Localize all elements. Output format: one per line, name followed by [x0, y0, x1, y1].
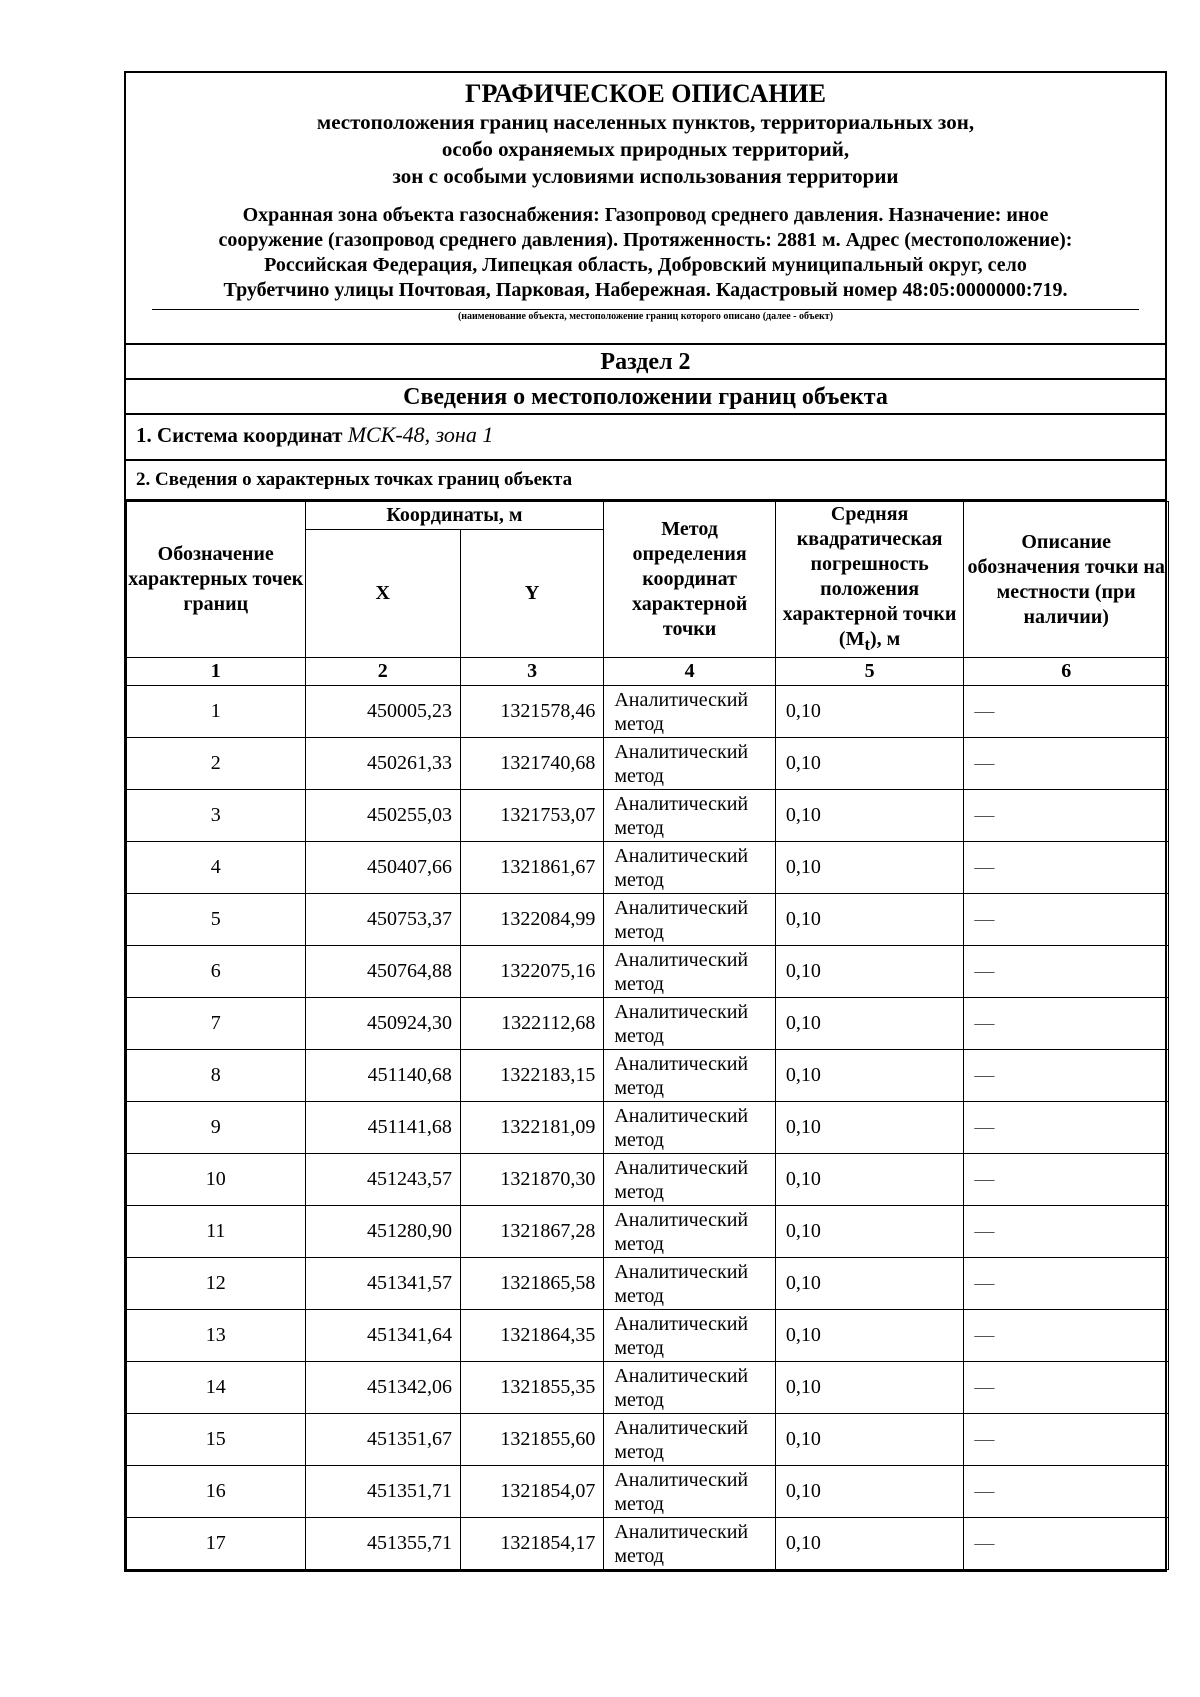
table-row: [127, 1414, 1169, 1466]
method-cell: Аналитический метод: [604, 1414, 775, 1466]
coord-y: 1321740,68: [460, 738, 603, 790]
coord-y: 1321854,17: [460, 1518, 603, 1570]
table-row: [127, 1518, 1169, 1570]
coord-x: 450924,30: [305, 998, 460, 1050]
header-method: Метод определения координат характерной точки: [604, 502, 775, 658]
coord-y: 1321855,60: [460, 1414, 603, 1466]
error-value: 0,10: [775, 738, 964, 790]
coord-y: 1321865,58: [460, 1258, 603, 1310]
description-cell: —: [964, 1466, 1169, 1518]
table-row: [127, 1206, 1169, 1258]
coord-y: 1322112,68: [460, 998, 603, 1050]
description-cell: —: [964, 790, 1169, 842]
description-cell: —: [964, 998, 1169, 1050]
coord-y: 1322084,99: [460, 894, 603, 946]
column-number: 2: [305, 658, 460, 686]
section-number: Раздел 2: [124, 343, 1167, 378]
coord-y: 1322181,09: [460, 1102, 603, 1154]
coordinate-system-label: 1. Система координат: [136, 423, 343, 447]
document-title: ГРАФИЧЕСКОЕ ОПИСАНИЕ: [465, 79, 826, 108]
coord-x: 450753,37: [305, 894, 460, 946]
error-value: 0,10: [775, 1518, 964, 1570]
column-number: 4: [604, 658, 775, 686]
error-value: 0,10: [775, 894, 964, 946]
header-y: Y: [460, 530, 603, 658]
coord-x: 450005,23: [305, 686, 460, 738]
table-row: [127, 1050, 1169, 1102]
point-number: 1: [127, 686, 306, 738]
column-number: 5: [775, 658, 964, 686]
point-number: 15: [127, 1414, 306, 1466]
point-number: 2: [127, 738, 306, 790]
table-row: [127, 1258, 1169, 1310]
header-x: X: [305, 530, 460, 658]
error-value: 0,10: [775, 842, 964, 894]
table-row: [127, 1466, 1169, 1518]
error-value: 0,10: [775, 1310, 964, 1362]
method-cell: Аналитический метод: [604, 1518, 775, 1570]
error-value: 0,10: [775, 1466, 964, 1518]
header-error: [775, 502, 964, 658]
error-value: 0,10: [775, 1414, 964, 1466]
method-cell: Аналитический метод: [604, 738, 775, 790]
coord-y: 1321861,67: [460, 842, 603, 894]
point-number: 3: [127, 790, 306, 842]
subtitle-line: особо охраняемых природных территорий,: [441, 137, 850, 161]
method-cell: Аналитический метод: [604, 998, 775, 1050]
section-title: Сведения о местоположении границ объекта: [124, 378, 1167, 413]
point-number: 10: [127, 1154, 306, 1206]
coord-x: 451351,71: [305, 1466, 460, 1518]
method-cell: Аналитический метод: [604, 1362, 775, 1414]
coord-x: 451342,06: [305, 1362, 460, 1414]
table-row: [127, 1310, 1169, 1362]
document-frame: [124, 71, 1167, 1572]
error-value: 0,10: [775, 1102, 964, 1154]
error-value: 0,10: [775, 1258, 964, 1310]
table-row: [127, 1154, 1169, 1206]
point-number: 6: [127, 946, 306, 998]
object-line: Трубетчино улицы Почтовая, Парковая, Набережная. Кадастровый номер 48:05:0000000:719.: [223, 279, 1068, 301]
coord-x: 451341,57: [305, 1258, 460, 1310]
description-cell: —: [964, 1050, 1169, 1102]
object-caption: (наименование объекта, местоположение границ которого описано (далее - объект): [457, 311, 834, 322]
description-cell: —: [964, 894, 1169, 946]
method-cell: Аналитический метод: [604, 1258, 775, 1310]
points-table-wrap: [124, 499, 1167, 1572]
description-cell: —: [964, 1518, 1169, 1570]
point-number: 16: [127, 1466, 306, 1518]
object-description: [126, 203, 1165, 303]
coord-x: 450764,88: [305, 946, 460, 998]
table-row: [127, 1102, 1169, 1154]
error-value: 0,10: [775, 998, 964, 1050]
error-value: 0,10: [775, 946, 964, 998]
error-value: 0,10: [775, 790, 964, 842]
coord-x: 451341,64: [305, 1310, 460, 1362]
coord-x: 451280,90: [305, 1206, 460, 1258]
document-header: [124, 71, 1167, 343]
error-value: 0,10: [775, 1050, 964, 1102]
description-cell: —: [964, 1154, 1169, 1206]
table-row: [127, 894, 1169, 946]
coord-x: 451355,71: [305, 1518, 460, 1570]
column-number: 3: [460, 658, 603, 686]
header-description: Описание обозначения точки на местности (при наличии): [964, 502, 1169, 658]
table-row: [127, 1362, 1169, 1414]
error-value: 0,10: [775, 1206, 964, 1258]
underline-rule: [152, 309, 1139, 310]
point-number: 5: [127, 894, 306, 946]
method-cell: Аналитический метод: [604, 1310, 775, 1362]
method-cell: Аналитический метод: [604, 842, 775, 894]
description-cell: —: [964, 842, 1169, 894]
error-value: 0,10: [775, 1362, 964, 1414]
table-row: [127, 946, 1169, 998]
table-row: [127, 790, 1169, 842]
header-point-designation: Обозначение характерных точек границ: [127, 502, 306, 658]
method-cell: Аналитический метод: [604, 790, 775, 842]
description-cell: —: [964, 1362, 1169, 1414]
description-cell: —: [964, 1414, 1169, 1466]
coord-y: 1321864,35: [460, 1310, 603, 1362]
coordinate-system-value: МСК-48, зона 1: [347, 422, 494, 447]
point-number: 8: [127, 1050, 306, 1102]
point-number: 14: [127, 1362, 306, 1414]
description-cell: —: [964, 946, 1169, 998]
column-number: 6: [964, 658, 1169, 686]
table-row: [127, 686, 1169, 738]
point-number: 9: [127, 1102, 306, 1154]
subtitle-line: местоположения границ населенных пунктов, территориальных зон,: [316, 110, 975, 134]
point-number: 11: [127, 1206, 306, 1258]
subtitle-line: зон с особыми условиями использования территории: [392, 164, 899, 188]
error-value: 0,10: [775, 686, 964, 738]
method-cell: Аналитический метод: [604, 1102, 775, 1154]
table-row: [127, 738, 1169, 790]
header-error-unit: ), м: [870, 628, 901, 650]
table-row: [127, 998, 1169, 1050]
coord-y: 1321753,07: [460, 790, 603, 842]
description-cell: —: [964, 686, 1169, 738]
method-cell: Аналитический метод: [604, 1466, 775, 1518]
coord-x: 450255,03: [305, 790, 460, 842]
coord-x: 451243,57: [305, 1154, 460, 1206]
description-cell: —: [964, 1102, 1169, 1154]
method-cell: Аналитический метод: [604, 894, 775, 946]
point-number: 4: [127, 842, 306, 894]
coord-y: 1322075,16: [460, 946, 603, 998]
points-table: [126, 501, 1169, 1570]
point-number: 7: [127, 998, 306, 1050]
coord-y: 1321854,07: [460, 1466, 603, 1518]
column-numbers-row: [127, 658, 1169, 686]
coord-y: 1321870,30: [460, 1154, 603, 1206]
method-cell: Аналитический метод: [604, 1050, 775, 1102]
method-cell: Аналитический метод: [604, 686, 775, 738]
coordinate-system: [124, 413, 1167, 455]
description-cell: —: [964, 1258, 1169, 1310]
description-cell: —: [964, 1206, 1169, 1258]
coord-x: 451141,68: [305, 1102, 460, 1154]
coord-y: 1321578,46: [460, 686, 603, 738]
method-cell: Аналитический метод: [604, 946, 775, 998]
coord-x: 451140,68: [305, 1050, 460, 1102]
object-line: сооружение (газопровод среднего давления). Протяженность: 2881 м. Адрес (местоположение):: [218, 229, 1073, 251]
points-title: 2. Сведения о характерных точках границ объекта: [124, 459, 1167, 499]
point-number: 12: [127, 1258, 306, 1310]
object-line: Охранная зона объекта газоснабжения: Газопровод среднего давления. Назначение: иное: [242, 204, 1049, 226]
coord-x: 450407,66: [305, 842, 460, 894]
description-cell: —: [964, 1310, 1169, 1362]
coord-y: 1321867,28: [460, 1206, 603, 1258]
table-row: [127, 842, 1169, 894]
header-coordinates: Координаты, м: [305, 502, 604, 530]
error-value: 0,10: [775, 1154, 964, 1206]
point-number: 17: [127, 1518, 306, 1570]
coord-y: 1321855,35: [460, 1362, 603, 1414]
header-error-subscript: t: [864, 635, 870, 654]
point-number: 13: [127, 1310, 306, 1362]
coord-y: 1322183,15: [460, 1050, 603, 1102]
column-number: 1: [127, 658, 306, 686]
object-line: Российская Федерация, Липецкая область, Добровский муниципальный округ, село: [264, 254, 1027, 276]
method-cell: Аналитический метод: [604, 1206, 775, 1258]
description-cell: —: [964, 738, 1169, 790]
method-cell: Аналитический метод: [604, 1154, 775, 1206]
coord-x: 450261,33: [305, 738, 460, 790]
header-error-text: Средняя квадратическая погрешность положения характерной точки (M: [782, 503, 957, 650]
coord-x: 451351,67: [305, 1414, 460, 1466]
